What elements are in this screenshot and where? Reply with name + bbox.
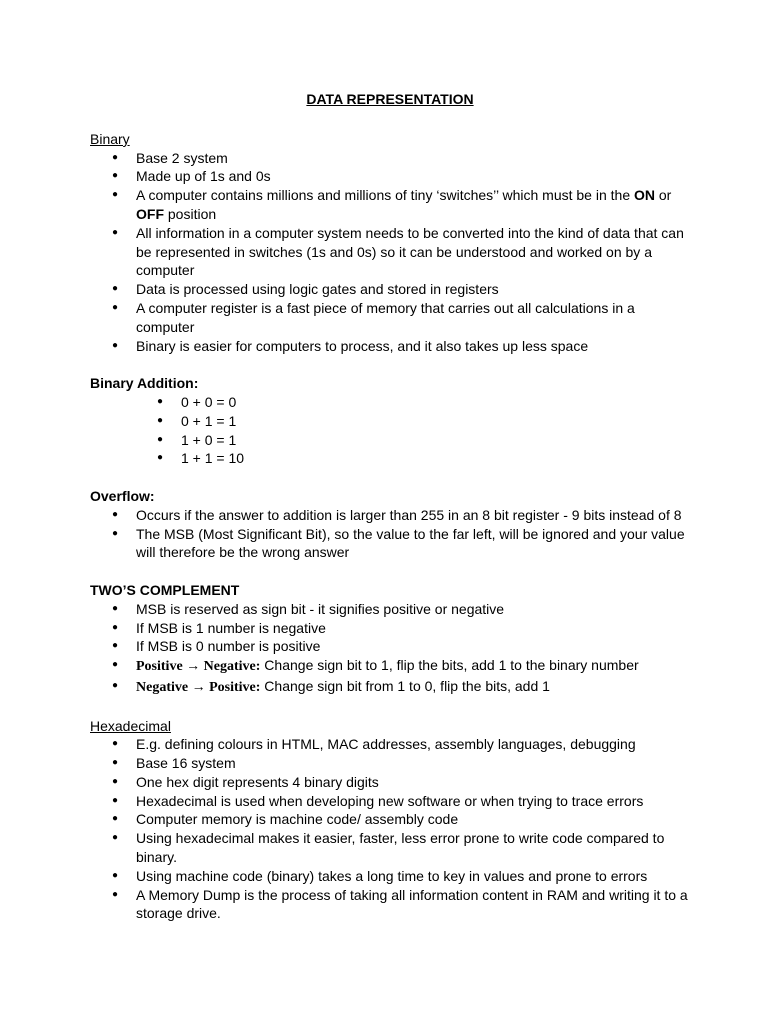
binary-addition-heading: Binary Addition:: [90, 375, 199, 392]
list-item: ● 1 + 0 = 1: [90, 431, 690, 450]
switches-text-b: or: [655, 187, 672, 204]
list-item: ● 0 + 1 = 1: [90, 412, 690, 431]
on-text: ON: [634, 187, 655, 204]
binary-heading: Binary: [90, 130, 130, 147]
negative-to-positive-label: Negative → Positive:: [136, 679, 261, 695]
overflow-heading: Overflow:: [90, 487, 155, 504]
list-item: ● Binary is easier for computers to process, and it also takes up less space: [90, 337, 690, 356]
list-item: [90, 656, 690, 677]
twos-complement-list: [90, 600, 690, 698]
list-item: ● Base 16 system: [90, 754, 690, 773]
list-item: ● A computer register is a fast piece of memory that carries out all calculations in a computer: [90, 299, 690, 337]
list-item: ● MSB is reserved as sign bit - it signifies positive or negative: [90, 600, 690, 619]
binary-addition-list: [90, 393, 690, 468]
list-item: ● Data is processed using logic gates and stored in registers: [90, 280, 690, 299]
negative-to-positive-text: Change sign bit from 1 to 0, flip the bits, add 1: [260, 677, 550, 694]
list-item: ● 1 + 1 = 10: [90, 449, 690, 468]
list-item: ● All information in a computer system needs to be converted into the kind of data that can be represented in switches (1s and 0s) so it can be understood and worked on by a computer: [90, 224, 690, 280]
list-item: ● Using machine code (binary) takes a long time to key in values and prone to errors: [90, 867, 690, 886]
overflow-list: [90, 506, 690, 562]
list-item: ● Using hexadecimal makes it easier, faster, less error prone to write code compared to binary.: [90, 829, 690, 867]
list-item: ● Made up of 1s and 0s: [90, 167, 690, 186]
list-item: ● 0 + 0 = 0: [90, 393, 690, 412]
list-item: [90, 186, 690, 224]
hexadecimal-list: [90, 735, 690, 923]
list-item: ● The MSB (Most Significant Bit), so the value to the far left, will be ignored and your value will therefore be the wrong answer: [90, 525, 690, 563]
hexadecimal-heading: Hexadecimal: [90, 717, 171, 734]
list-item: ● E.g. defining colours in HTML, MAC addresses, assembly languages, debugging: [90, 735, 690, 754]
positive-to-negative-text: Change sign bit to 1, flip the bits, add 1 to the binary number: [260, 657, 639, 674]
positive-to-negative-label: Positive → Negative:: [136, 659, 261, 675]
list-item: ● Base 2 system: [90, 149, 690, 168]
switches-text-c: position: [164, 205, 217, 222]
list-item: ● Occurs if the answer to addition is larger than 255 in an 8 bit register - 9 bits instead of 8: [90, 506, 690, 525]
switches-text-a: A computer contains millions and millions of tiny ‘switches’’ which must be in the: [136, 187, 634, 204]
list-item: ● A Memory Dump is the process of taking all information content in RAM and writing it to a storage drive.: [90, 886, 690, 924]
list-item: ● If MSB is 0 number is positive: [90, 637, 690, 656]
list-item: ● Hexadecimal is used when developing new software or when trying to trace errors: [90, 792, 690, 811]
document-title: DATA REPRESENTATION: [306, 91, 474, 107]
list-item: ● Computer memory is machine code/ assembly code: [90, 810, 690, 829]
twos-complement-heading: TWO’S COMPLEMENT: [90, 581, 240, 598]
binary-list: [90, 149, 690, 356]
document-page: [90, 90, 690, 923]
list-item: ● One hex digit represents 4 binary digits: [90, 773, 690, 792]
list-item: ● If MSB is 1 number is negative: [90, 619, 690, 638]
off-text: OFF: [136, 205, 164, 222]
list-item: [90, 677, 690, 698]
